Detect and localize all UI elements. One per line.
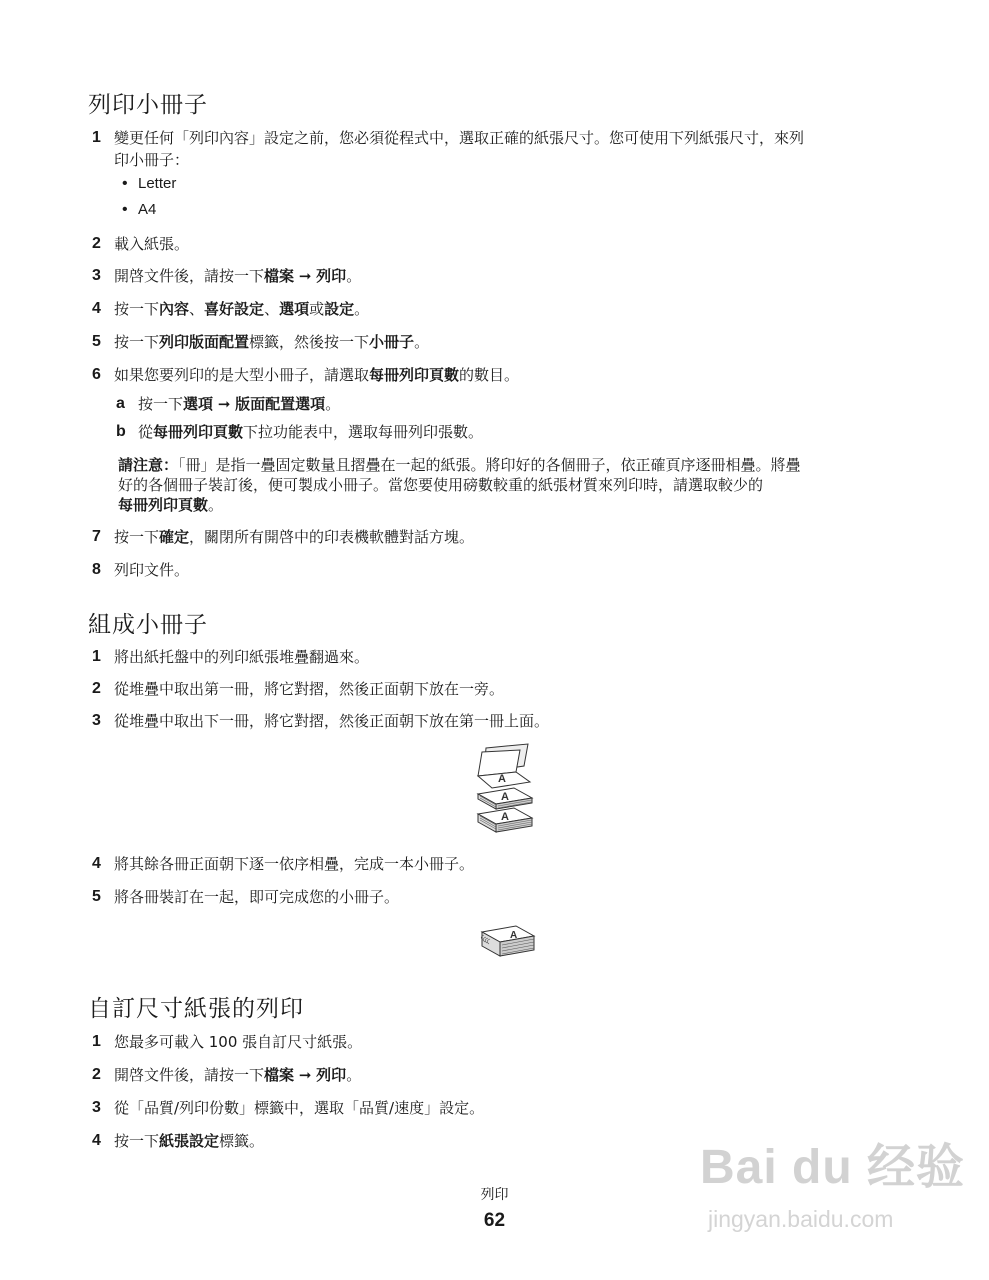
step-number: 3 — [92, 267, 101, 284]
step-number: 7 — [92, 528, 101, 545]
step-text — [114, 331, 904, 353]
menu-name: 設定 — [324, 300, 355, 318]
step-number: 2 — [92, 1066, 101, 1083]
step-number: 1 — [92, 1033, 101, 1050]
menu-name: 內容 — [159, 300, 190, 318]
substep-text — [138, 421, 483, 443]
bullet-icon: • — [122, 201, 128, 218]
text-run: 「冊」是指一疊固定數量且摺疊在一起的紙張。將印好的各個冊子，依正確頁序逐冊相疊。將疊 — [178, 456, 801, 474]
menu-name: 檔案 — [264, 1066, 295, 1084]
text-run: 的數目。 — [459, 366, 520, 384]
text-run: 開啓文件後，請按一下 — [114, 1066, 265, 1084]
text-run: 下拉功能表中，選取每冊列印張數。 — [243, 423, 484, 441]
baidu-watermark — [700, 1128, 966, 1258]
text-run: 按一下 — [114, 333, 160, 351]
step-text: 您最多可載入 100 張自訂尺寸紙張。 — [114, 1033, 363, 1051]
step-number: 2 — [92, 235, 101, 252]
bullet-text: A4 — [138, 201, 157, 218]
text-run: 。 — [208, 496, 224, 514]
step-text — [114, 526, 904, 548]
arrow-icon: ➞ — [298, 267, 312, 285]
note-line — [118, 495, 908, 515]
step-text-line: 變更任何「列印內容」設定之前，您必須從程式中，選取正確的紙張尺寸。您可使用下列紙張尺寸，來列 — [114, 129, 805, 147]
note-block — [118, 455, 908, 515]
text-run: ，關閉所有開啓中的印表機軟體對話方塊。 — [189, 528, 475, 546]
step-text-line: 印小冊子： — [114, 151, 190, 169]
page-number: 62 — [483, 1210, 506, 1231]
bullet-text: Letter — [138, 175, 177, 192]
text-run: 開啓文件後，請按一下 — [114, 267, 265, 285]
section-title-custom-size-printing: 自訂尺寸紙張的列印 — [88, 996, 304, 1022]
folded-stacks-illustration — [468, 742, 540, 834]
step-number: 5 — [92, 888, 101, 905]
note-line — [118, 455, 908, 475]
text-run: 按一下 — [138, 395, 184, 413]
menu-name: 列印 — [316, 1066, 347, 1084]
step-text — [114, 127, 904, 171]
step-text — [114, 364, 904, 386]
menu-name: 版面配置選項 — [235, 395, 326, 413]
menu-name: 檔案 — [264, 267, 295, 285]
figure-label: A — [501, 811, 509, 823]
step-number: 8 — [92, 561, 101, 578]
step-number: 5 — [92, 333, 101, 350]
figure-label: A — [501, 791, 509, 803]
substep-text — [138, 393, 340, 415]
step-text: 將出紙托盤中的列印紙張堆疊翻過來。 — [114, 648, 370, 666]
text-run: 或 — [309, 300, 325, 318]
text-run: 如果您要列印的是大型小冊子，請選取 — [114, 366, 370, 384]
text-run: 按一下 — [114, 528, 160, 546]
step-text: 將其餘各冊正面朝下逐一依序相疊，完成一本小冊子。 — [114, 855, 475, 873]
text-run: 、 — [264, 300, 280, 318]
step-number: 4 — [92, 855, 101, 872]
figure-label: A — [498, 773, 506, 785]
step-number: 1 — [92, 129, 101, 146]
menu-name: 喜好設定 — [204, 300, 265, 318]
substep-letter: b — [116, 423, 126, 440]
menu-name: 小冊子 — [369, 333, 415, 351]
menu-name: 選項 — [183, 395, 214, 413]
step-number: 2 — [92, 680, 101, 697]
step-text: 從「品質/列印份數」標籤中，選取「品質/速度」設定。 — [114, 1099, 485, 1117]
section-title-print-booklet: 列印小冊子 — [88, 92, 208, 118]
arrow-icon: ➞ — [298, 1066, 312, 1084]
footer-section-label: 列印 — [480, 1187, 509, 1203]
bound-booklet-illustration — [476, 924, 538, 960]
step-text — [114, 298, 904, 320]
menu-name: 紙張設定 — [159, 1132, 220, 1150]
text-run: 按一下 — [114, 1132, 160, 1150]
text-run: 。 — [346, 1066, 362, 1084]
section-title-assemble-booklet: 組成小冊子 — [88, 612, 208, 638]
text-run: 從 — [138, 423, 154, 441]
step-text: 列印文件。 — [114, 561, 190, 579]
step-text: 從堆疊中取出第一冊，將它對摺，然後正面朝下放在一旁。 — [114, 680, 505, 698]
text-run: 。 — [325, 395, 341, 413]
step-number: 4 — [92, 300, 101, 317]
watermark-url: jingyan.baidu.com — [708, 1206, 894, 1232]
menu-name: 列印版面配置 — [159, 333, 250, 351]
bullet-icon: • — [122, 175, 128, 192]
menu-name: 每冊列印頁數 — [153, 423, 244, 441]
step-number: 3 — [92, 712, 101, 729]
text-run: 按一下 — [114, 300, 160, 318]
text-run: 標籤，然後按一下 — [249, 333, 370, 351]
text-run: 。 — [354, 300, 370, 318]
step-number: 3 — [92, 1099, 101, 1116]
text-run: 。 — [414, 333, 430, 351]
step-text — [114, 1064, 904, 1086]
step-number: 6 — [92, 366, 101, 383]
note-line: 好的各個冊子裝訂後，便可製成小冊子。當您要使用磅數較重的紙張材質來列印時，請選取較少的 — [118, 476, 764, 494]
step-text: 載入紙張。 — [114, 235, 190, 253]
substep-letter: a — [116, 395, 125, 412]
menu-name: 每冊列印頁數 — [369, 366, 460, 384]
text-run: 標籤。 — [219, 1132, 265, 1150]
step-text: 將各冊裝訂在一起，即可完成您的小冊子。 — [114, 888, 400, 906]
menu-name: 每冊列印頁數 — [118, 496, 209, 514]
text-run: 、 — [189, 300, 205, 318]
menu-name: 列印 — [316, 267, 347, 285]
step-text — [114, 265, 904, 287]
step-number: 4 — [92, 1132, 101, 1149]
note-label: 請注意： — [118, 456, 179, 474]
menu-name: 選項 — [279, 300, 310, 318]
step-number: 1 — [92, 648, 101, 665]
step-text: 從堆疊中取出下一冊，將它對摺，然後正面朝下放在第一冊上面。 — [114, 712, 550, 730]
text-run: 。 — [346, 267, 362, 285]
arrow-icon: ➞ — [217, 395, 231, 413]
watermark-logo-text: Bai du 经验 — [700, 1141, 966, 1194]
button-name: 確定 — [159, 528, 190, 546]
figure-label: A — [510, 930, 518, 941]
